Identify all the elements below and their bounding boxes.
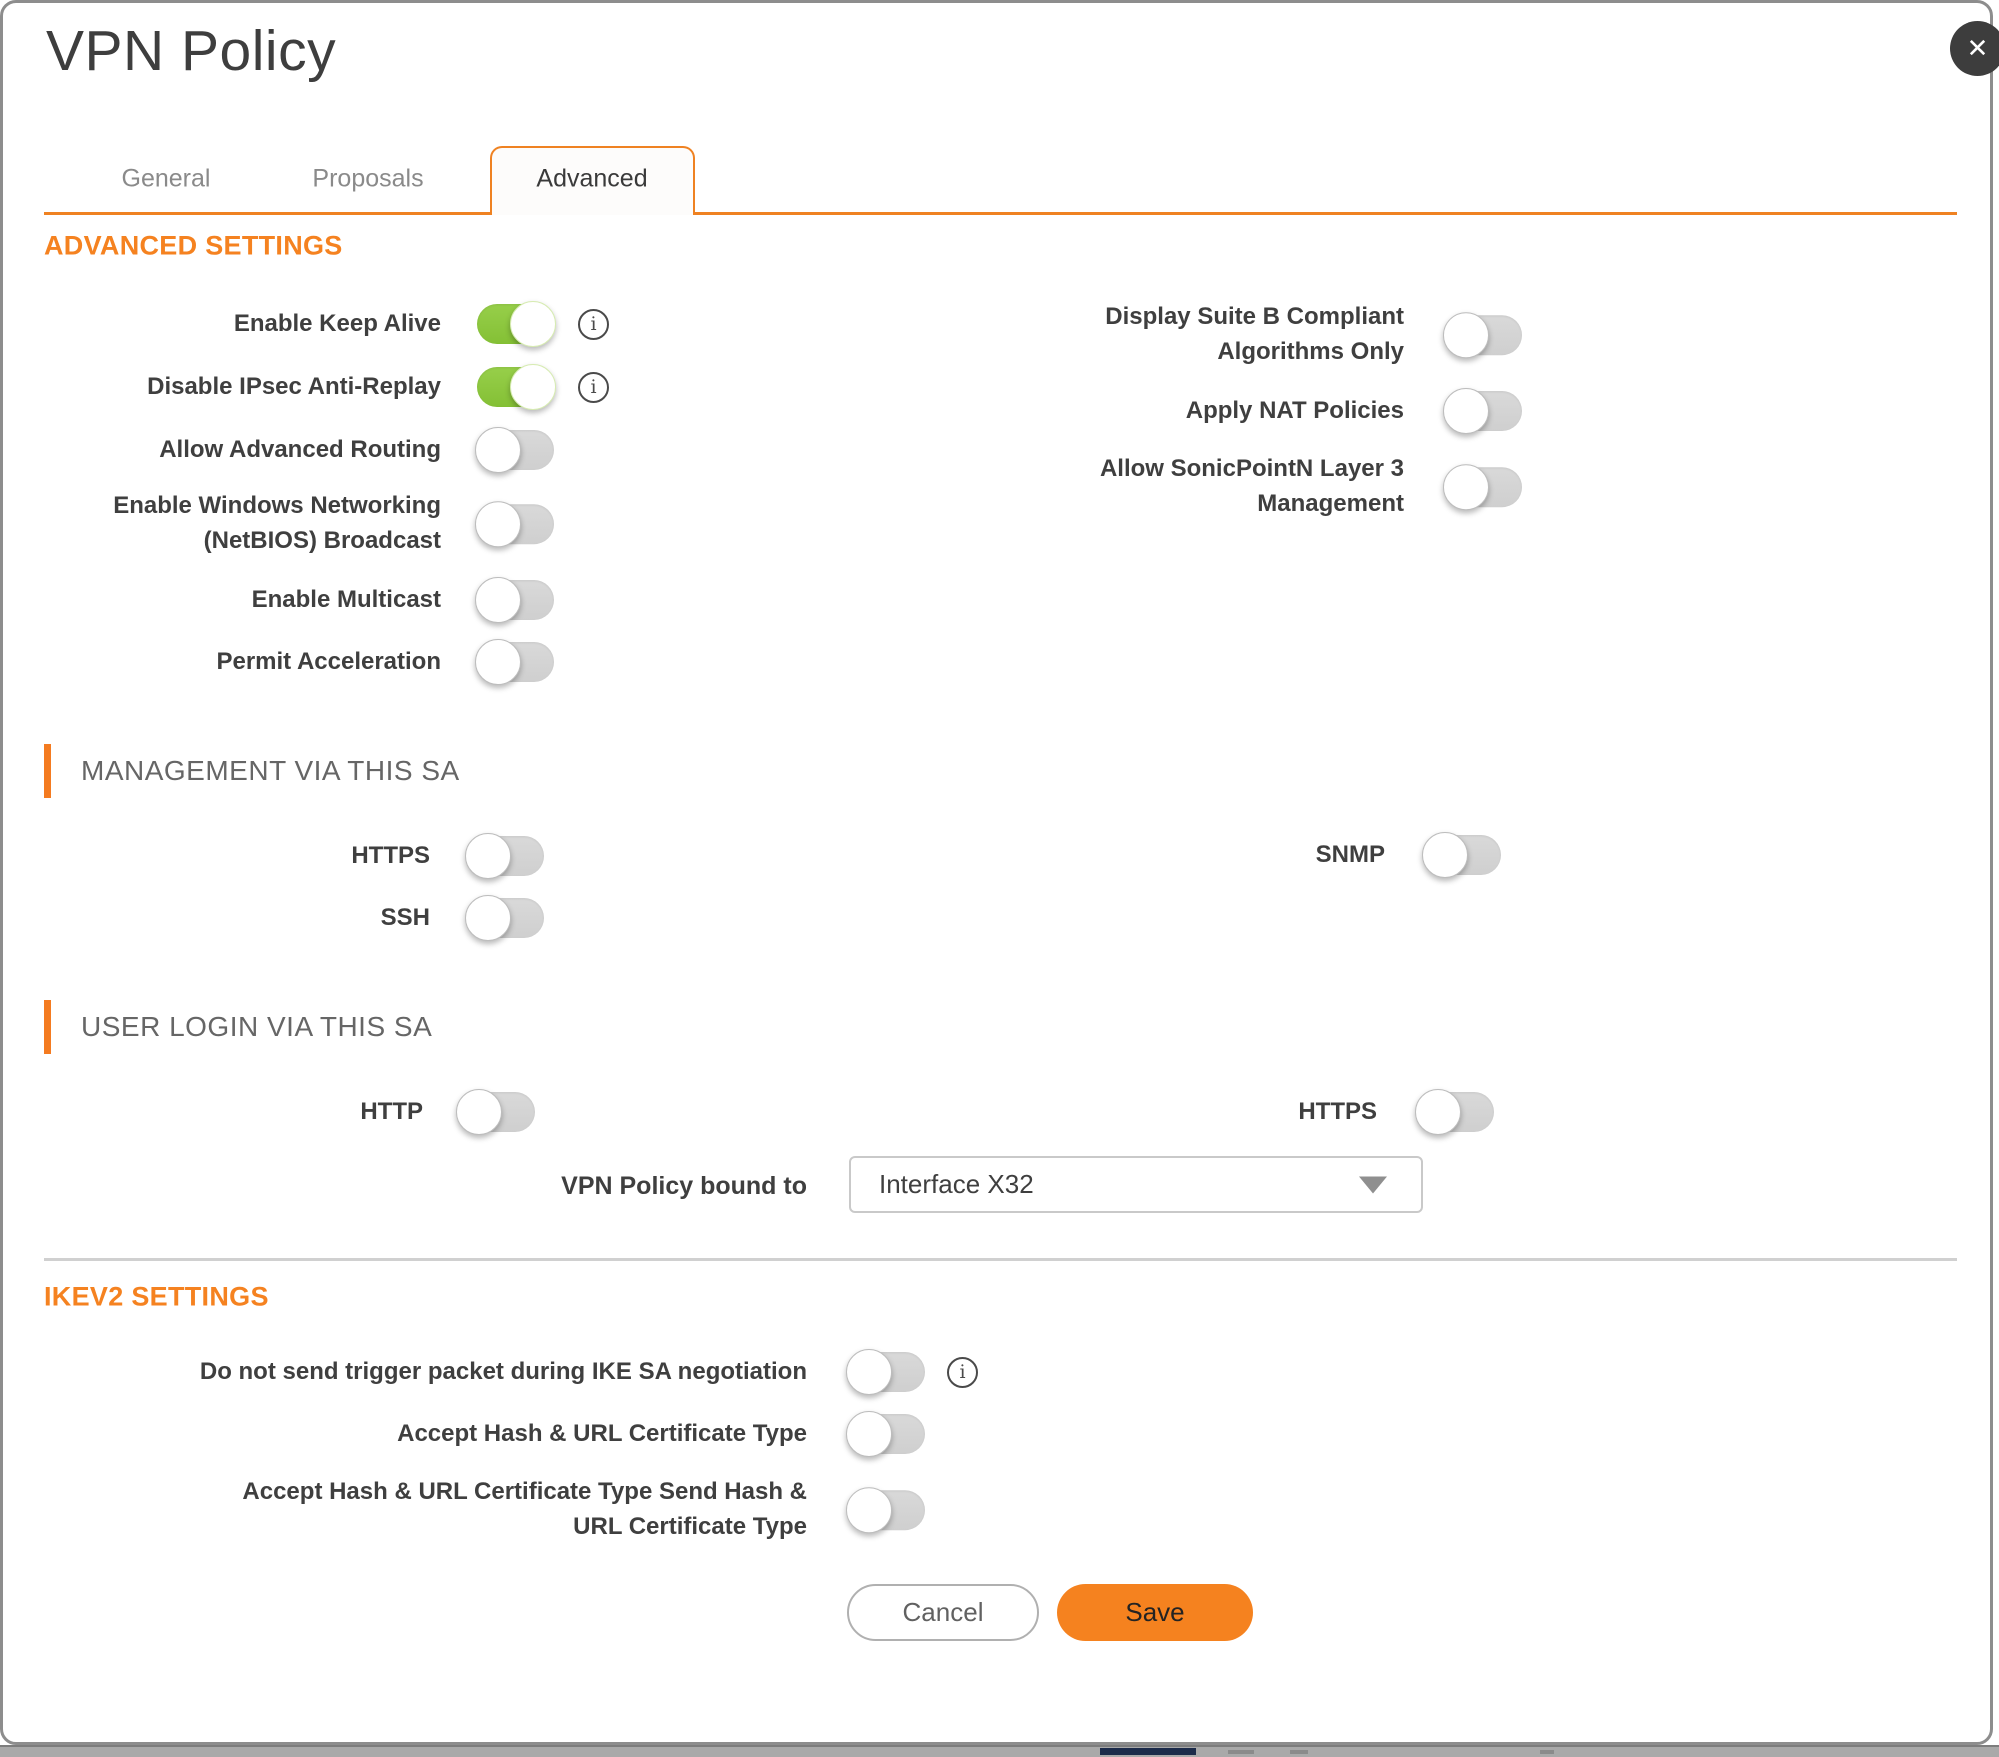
setting-row [330, 898, 544, 938]
setting-row [1094, 452, 1522, 522]
info-icon[interactable]: i [578, 309, 609, 340]
cancel-button[interactable]: Cancel [847, 1584, 1039, 1641]
toggle-knob [1443, 464, 1489, 510]
setting-label: HTTPS [1298, 1097, 1377, 1125]
allow-sonicpointn-toggle[interactable] [1445, 467, 1522, 507]
user-login-http-toggle[interactable] [458, 1092, 535, 1132]
setting-row [41, 642, 554, 682]
tab-proposals[interactable]: Proposals [312, 164, 424, 193]
page-behind-fragment [1540, 1750, 1554, 1754]
page-behind-fragment [1228, 1750, 1254, 1754]
setting-row [1094, 391, 1522, 431]
section-accent-bar [44, 744, 51, 798]
page-behind-strip [0, 1745, 1999, 1757]
setting-label: Accept Hash & URL Certificate Type Send Hash & URL Certificate Type [242, 1478, 807, 1540]
setting-row [197, 1414, 925, 1454]
setting-label: HTTPS [351, 841, 430, 869]
setting-row [41, 367, 609, 407]
no-trigger-packet-toggle[interactable] [848, 1352, 925, 1392]
enable-multicast-toggle[interactable] [477, 580, 554, 620]
disable-ipsec-anti-replay-toggle[interactable] [477, 367, 554, 407]
setting-label: Disable IPsec Anti-Replay [147, 372, 441, 400]
setting-label: Enable Multicast [251, 585, 441, 613]
toggle-knob [456, 1089, 502, 1135]
page-behind-button-fragment [1100, 1748, 1196, 1755]
info-icon[interactable]: i [578, 372, 609, 403]
allow-advanced-routing-toggle[interactable] [477, 430, 554, 470]
management-section-heading [44, 744, 460, 798]
setting-label: SNMP [1315, 840, 1385, 868]
accept-send-hash-url-cert-toggle[interactable] [848, 1490, 925, 1530]
setting-label: Display Suite B Compliant Algorithms Only [1105, 303, 1404, 365]
toggle-knob [475, 501, 521, 547]
bound-to-row [520, 1168, 807, 1204]
setting-label: HTTP [360, 1097, 423, 1125]
tab-underline [44, 212, 1957, 215]
management-snmp-toggle[interactable] [1424, 835, 1501, 875]
toggle-knob [510, 301, 556, 347]
setting-label: Enable Windows Networking (NetBIOS) Broadcast [113, 492, 441, 554]
setting-row [1094, 300, 1522, 370]
setting-row [1285, 835, 1501, 875]
enable-windows-networking-toggle[interactable] [477, 504, 554, 544]
toggle-knob [510, 364, 556, 410]
toggle-knob [475, 577, 521, 623]
setting-label: Enable Keep Alive [233, 309, 441, 337]
vpn-policy-bound-to-label: VPN Policy bound to [561, 1171, 807, 1200]
page-behind-fragment [1290, 1750, 1308, 1754]
user-login-https-toggle[interactable] [1417, 1092, 1494, 1132]
accept-hash-url-cert-toggle[interactable] [848, 1414, 925, 1454]
section-divider [44, 1258, 1957, 1261]
setting-row [197, 1352, 978, 1392]
setting-row [330, 836, 544, 876]
toggle-knob [846, 1411, 892, 1457]
enable-keep-alive-toggle[interactable] [477, 304, 554, 344]
close-icon: ✕ [1966, 33, 1989, 63]
chevron-down-icon [1359, 1176, 1387, 1193]
management-https-toggle[interactable] [467, 836, 544, 876]
toggle-knob [846, 1487, 892, 1533]
setting-row [41, 580, 554, 620]
toggle-knob [846, 1349, 892, 1395]
user-login-section-heading [44, 1000, 432, 1054]
setting-row [41, 430, 554, 470]
apply-nat-policies-toggle[interactable] [1445, 391, 1522, 431]
setting-label: Accept Hash & URL Certificate Type [397, 1419, 807, 1447]
toggle-knob [1415, 1089, 1461, 1135]
close-button[interactable] [1950, 21, 1999, 76]
ikev2-settings-heading: IKEV2 SETTINGS [44, 1281, 269, 1312]
dialog-title: VPN Policy [46, 19, 337, 83]
tab-general[interactable]: General [121, 164, 211, 193]
display-suite-b-toggle[interactable] [1445, 315, 1522, 355]
permit-acceleration-toggle[interactable] [477, 642, 554, 682]
vpn-policy-bound-to-select[interactable] [849, 1156, 1423, 1213]
setting-row [1277, 1092, 1494, 1132]
toggle-knob [1422, 832, 1468, 878]
tab-advanced[interactable]: Advanced [536, 164, 648, 193]
setting-label: Allow SonicPointN Layer 3 Management [1099, 455, 1404, 517]
toggle-knob [475, 639, 521, 685]
setting-label: Permit Acceleration [216, 647, 441, 675]
selected-interface-value: Interface X32 [879, 1169, 1034, 1199]
toggle-knob [465, 895, 511, 941]
setting-label: Allow Advanced Routing [159, 435, 441, 463]
setting-label: Apply NAT Policies [1185, 396, 1404, 424]
info-icon[interactable]: i [947, 1357, 978, 1388]
toggle-knob [465, 833, 511, 879]
toggle-knob [1443, 312, 1489, 358]
setting-label: Do not send trigger packet during IKE SA negotiation [199, 1357, 807, 1385]
setting-label: SSH [380, 903, 430, 931]
setting-row [323, 1092, 535, 1132]
section-heading-text: MANAGEMENT VIA THIS SA [81, 755, 460, 786]
advanced-settings-heading: ADVANCED SETTINGS [44, 230, 343, 261]
setting-row [41, 489, 554, 559]
setting-row [197, 1475, 925, 1545]
toggle-knob [475, 427, 521, 473]
management-ssh-toggle[interactable] [467, 898, 544, 938]
section-accent-bar [44, 1000, 51, 1054]
section-heading-text: USER LOGIN VIA THIS SA [81, 1011, 433, 1042]
setting-row [41, 304, 609, 344]
toggle-knob [1443, 388, 1489, 434]
save-button[interactable]: Save [1057, 1584, 1253, 1641]
